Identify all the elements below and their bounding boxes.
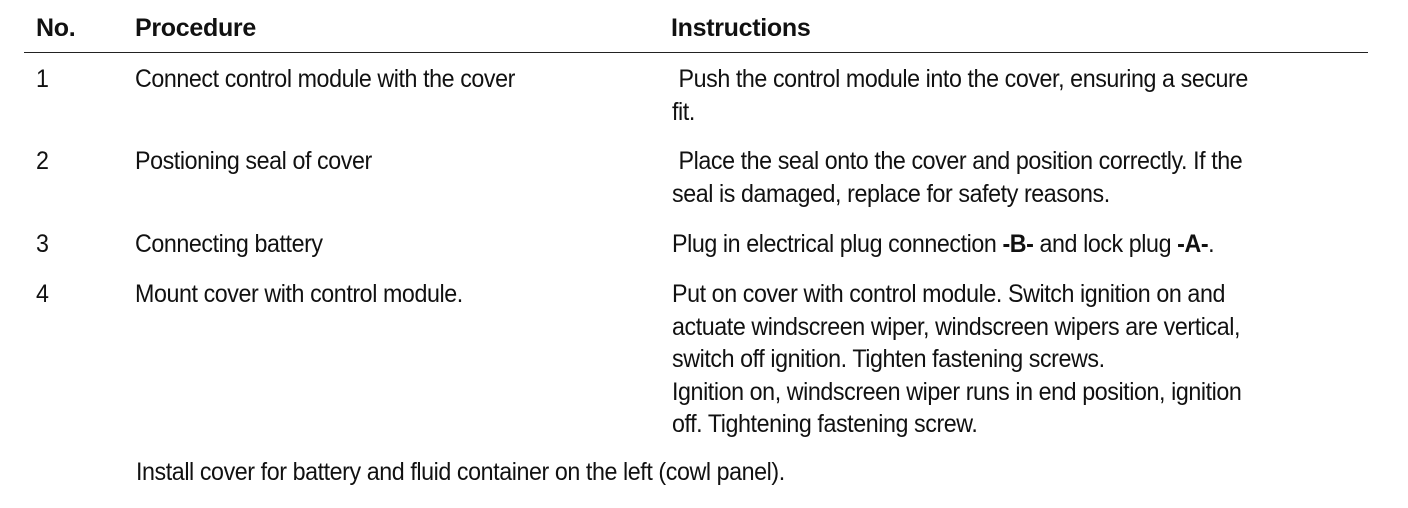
instruction-line: Ignition on, windscreen wiper runs in end position, ignition: [672, 377, 1242, 406]
row-procedure: Connect control module with the cover: [135, 65, 515, 93]
instruction-line: switch off ignition. Tighten fastening screws.: [672, 345, 1105, 373]
instruction-line: Put on cover with control module. Switch ignition on and: [672, 280, 1225, 308]
header-procedure: Procedure: [135, 14, 256, 42]
row-instructions: [672, 63, 1349, 128]
row-procedure: Connecting battery: [135, 230, 323, 258]
row-number: 3: [36, 230, 49, 258]
header-divider: [24, 52, 1368, 53]
instruction-line: Push the control module into the cover, ensuring a secure: [678, 65, 1248, 93]
instruction-text: and lock plug: [1033, 230, 1178, 258]
row-procedure: Mount cover with control module.: [135, 280, 463, 308]
instruction-line: Place the seal onto the cover and position correctly. If the: [678, 147, 1243, 175]
row-number: 4: [36, 280, 49, 308]
row-number: 1: [36, 65, 49, 93]
instruction-line: fit.: [672, 97, 695, 126]
instruction-line: seal is damaged, replace for safety reasons.: [672, 179, 1110, 208]
instruction-line: off. Tightening fastening screw.: [672, 410, 978, 438]
header-instructions: Instructions: [671, 14, 811, 42]
instruction-text: Plug in electrical plug connection: [672, 230, 1003, 258]
plug-reference-b: -B-: [1002, 230, 1034, 258]
row-procedure: Postioning seal of cover: [135, 147, 372, 175]
footer-note: Install cover for battery and fluid container on the left (cowl panel).: [136, 458, 785, 486]
row-instructions: [672, 228, 1349, 261]
instruction-text: .: [1208, 230, 1215, 258]
table-header: [0, 0, 1408, 54]
instruction-line: [672, 228, 1349, 261]
row-number: 2: [36, 147, 49, 175]
row-instructions: [672, 145, 1349, 210]
plug-reference-a: -A-: [1177, 230, 1209, 258]
row-instructions: [672, 278, 1349, 441]
header-no: No.: [36, 14, 76, 42]
instruction-line: actuate windscreen wiper, windscreen wipers are vertical,: [672, 312, 1241, 341]
